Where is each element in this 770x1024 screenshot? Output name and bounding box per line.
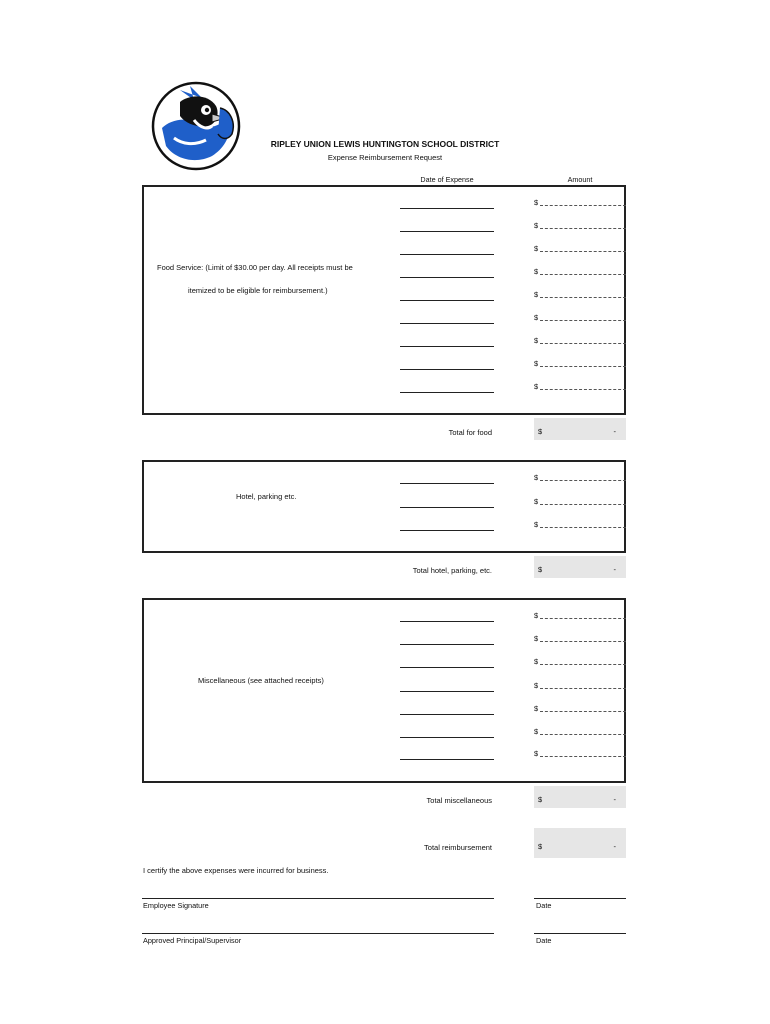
food-date-field-8[interactable] [400, 369, 494, 370]
approver-signature-field[interactable] [142, 933, 494, 934]
certification-statement: I certify the above expenses were incurred for business. [143, 866, 329, 875]
hotel-date-field-1[interactable] [400, 483, 494, 484]
misc-total-label: Total miscellaneous [426, 796, 492, 805]
hotel-amount-field-1[interactable] [534, 473, 626, 482]
misc-amount-field-7[interactable] [534, 749, 626, 758]
employee-date-field[interactable] [534, 898, 626, 899]
food-amount-field-4[interactable] [534, 267, 626, 276]
misc-date-field-1[interactable] [400, 621, 494, 622]
misc-label: Miscellaneous (see attached receipts) [198, 676, 324, 685]
food-date-field-7[interactable] [400, 346, 494, 347]
currency-symbol: $ [534, 290, 539, 299]
currency-symbol: $ [534, 657, 539, 666]
hotel-label: Hotel, parking etc. [236, 492, 297, 501]
currency-symbol: $ [534, 313, 539, 322]
currency-symbol: $ [534, 198, 539, 207]
misc-date-field-3[interactable] [400, 667, 494, 668]
food-amount-field-6[interactable] [534, 313, 626, 322]
food-total-cell [534, 418, 626, 440]
currency-symbol: $ [534, 681, 539, 690]
employee-signature-field[interactable] [142, 898, 494, 899]
food-amount-field-1[interactable] [534, 198, 626, 207]
misc-date-field-2[interactable] [400, 644, 494, 645]
food-amount-field-3[interactable] [534, 244, 626, 253]
amount-header: Amount [567, 175, 593, 184]
misc-date-field-7[interactable] [400, 759, 494, 760]
reimbursement-total-cell [534, 828, 626, 858]
currency-symbol: $ [534, 634, 539, 643]
food-date-field-6[interactable] [400, 323, 494, 324]
approver-date-label: Date [536, 936, 552, 945]
currency-symbol: $ [534, 497, 539, 506]
date-of-expense-header: Date of Expense [420, 175, 474, 184]
misc-total-cell [534, 786, 626, 808]
food-amount-field-5[interactable] [534, 290, 626, 299]
food-amount-field-2[interactable] [534, 221, 626, 230]
currency-symbol: $ [534, 382, 539, 391]
food-amount-field-7[interactable] [534, 336, 626, 345]
approver-signature-label: Approved Principal/Supervisor [143, 936, 242, 945]
food-date-field-4[interactable] [400, 277, 494, 278]
misc-total-currency: $ [538, 795, 543, 804]
food-date-field-3[interactable] [400, 254, 494, 255]
currency-symbol: $ [534, 336, 539, 345]
food-total-label: Total for food [448, 428, 492, 437]
reimbursement-total-value: - [613, 842, 616, 851]
food-amount-field-8[interactable] [534, 359, 626, 368]
reimbursement-total-label: Total reimbursement [424, 843, 492, 852]
currency-symbol: $ [534, 267, 539, 276]
currency-symbol: $ [534, 611, 539, 620]
currency-symbol: $ [534, 244, 539, 253]
approver-date-field[interactable] [534, 933, 626, 934]
food-total-currency: $ [538, 427, 543, 436]
currency-symbol: $ [534, 473, 539, 482]
hotel-total-currency: $ [538, 565, 543, 574]
currency-symbol: $ [534, 359, 539, 368]
district-title: RIPLEY UNION LEWIS HUNTINGTON SCHOOL DISTRICT [270, 139, 500, 149]
food-label-line1: Food Service: (Limit of $30.00 per day. All receipts must be [157, 263, 353, 272]
food-date-field-2[interactable] [400, 231, 494, 232]
food-date-field-5[interactable] [400, 300, 494, 301]
food-date-field-1[interactable] [400, 208, 494, 209]
misc-amount-field-2[interactable] [534, 634, 626, 643]
misc-amount-field-4[interactable] [534, 681, 626, 690]
food-date-field-9[interactable] [400, 392, 494, 393]
hotel-total-label: Total hotel, parking, etc. [412, 566, 492, 575]
misc-total-value: - [613, 795, 616, 804]
hotel-amount-field-3[interactable] [534, 520, 626, 529]
food-amount-field-9[interactable] [534, 382, 626, 391]
food-label-line2: itemized to be eligible for reimbursement.) [188, 286, 328, 295]
form-title: Expense Reimbursement Request [327, 153, 443, 162]
misc-date-field-6[interactable] [400, 737, 494, 738]
hotel-date-field-2[interactable] [400, 507, 494, 508]
misc-amount-field-6[interactable] [534, 727, 626, 736]
reimbursement-total-currency: $ [538, 842, 543, 851]
hotel-date-field-3[interactable] [400, 530, 494, 531]
employee-date-label: Date [536, 901, 552, 910]
hotel-total-value: - [613, 565, 616, 574]
misc-amount-field-1[interactable] [534, 611, 626, 620]
currency-symbol: $ [534, 221, 539, 230]
food-section [142, 185, 626, 415]
food-total-value: - [613, 427, 616, 436]
misc-amount-field-5[interactable] [534, 704, 626, 713]
hotel-amount-field-2[interactable] [534, 497, 626, 506]
currency-symbol: $ [534, 520, 539, 529]
misc-amount-field-3[interactable] [534, 657, 626, 666]
hotel-total-cell [534, 556, 626, 578]
misc-date-field-4[interactable] [400, 691, 494, 692]
currency-symbol: $ [534, 749, 539, 758]
currency-symbol: $ [534, 704, 539, 713]
misc-date-field-5[interactable] [400, 714, 494, 715]
employee-signature-label: Employee Signature [143, 901, 209, 910]
currency-symbol: $ [534, 727, 539, 736]
